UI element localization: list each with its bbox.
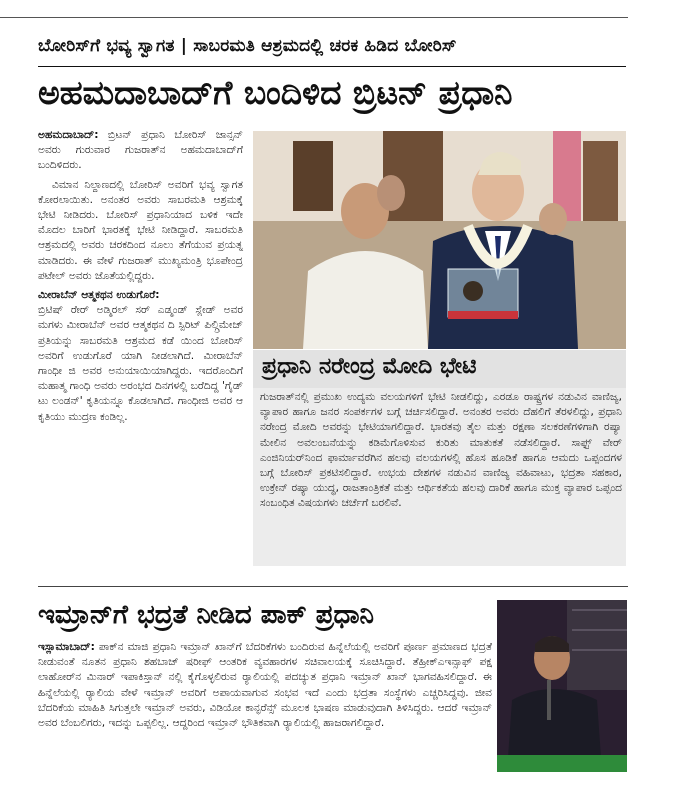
top-rule bbox=[0, 17, 628, 18]
story-divider bbox=[38, 586, 628, 587]
story1-para3: ಬ್ರಿಟಿಷ್ ರೇರ್ ಅಡ್ಮಿರಲ್ ಸರ್ ಎಡ್ಮಂಡ್ ಸ್ಲೇಡ್ ಅವರ ಮಗಳು ಮೀರಾಬೆನ್ ಅವರ ಆತ್ಮಕಥನ ದಿ ಸ್ಪಿರಿಟ್ ಪಿಲ್ಗ್ರಿಮೇಜ್ ಪ್ರತಿಯನ್ನು ಸಾಬರಮತಿ ಆಶ್ರಮದ ಕಡೆ ಯಿಂದ ಬೋರಿಸ್ ಅವರಿಗೆ ಉಡುಗೊರೆ ಯಾಗಿ ನೀಡಲಾಗಿದೆ. ಮೀರಾಬೆನ್ ಗಾಂಧೀ ಜಿ ಅವರ ಅನುಯಾಯಿಯಾಗಿದ್ದರು. ಇದರೊಂದಿಗೆ ಮಹಾತ್ಮ ಗಾಂಧಿ ಅವರು ಅರಂಭದ ದಿನಗಳಲ್ಲಿ ಬರೆದಿದ್ದ 'ಗೈಡ್ ಟು ಲಂಡನ್' ಕೃತಿಯನ್ನೂ ಕೊಡಲಾಗಿದೆ. ಗಾಂಧೀಜಿ ಅವರ ಆ ಕೃತಿಯು ಮುದ್ರಣ ಕಂಡಿಲ್ಲ. bbox=[38, 304, 243, 423]
story1-headline: ಅಹಮದಾಬಾದ್‌ಗೆ ಬಂದಿಳಿದ ಬ್ರಿಟನ್ ಪ್ರಧಾನಿ bbox=[38, 73, 513, 112]
boris-photo bbox=[253, 131, 626, 349]
kicker-rule bbox=[38, 66, 626, 67]
story1-para2: ವಿಮಾನ ನಿಲ್ದಾಣದಲ್ಲಿ ಬೋರಿಸ್ ಅವರಿಗೆ ಭವ್ಯ ಸ್ವಾಗತ ಕೋರಲಾಯಿತು. ಅನಂತರ ಅವರು ಸಾಬರಮತಿ ಆಶ್ರಮಕ್ಕೆ ಭೇಟಿ ನೀಡಿದರು. ಬೋರಿಸ್ ಪ್ರಧಾನಿಯಾದ ಬಳಿಕ ಇದೇ ಮೊದಲ ಬಾರಿಗೆ ಭಾರತಕ್ಕೆ ಭೇಟಿ ನೀಡಿದ್ದಾರೆ. ಸಾಬರಮತಿ ಆಶ್ರಮದಲ್ಲಿ ಅವರು ಚರಕದಿಂದ ನೂಲು ತೆಗೆಯುವ ಪ್ರಯತ್ನ ಮಾಡಿದರು. ಈ ವೇಳೆ ಗುಜರಾತ್ ಮುಖ್ಯಮಂತ್ರಿ ಭೂಪೇಂದ್ರ ಪಟೇಲ್ ಅವರು ಜೊತೆಯಲ್ಲಿದ್ದರು. bbox=[38, 178, 243, 282]
story1-minihead: ಮೀರಾಬೆನ್ ಆತ್ಮಕಥನ ಉಡುಗೊರೆ: bbox=[38, 289, 160, 302]
story2-body: ಪಾಕ್‌ನ ಮಾಜಿ ಪ್ರಧಾನಿ ಇಮ್ರಾನ್ ಖಾನ್‌ಗೆ ಬೆದರಿಕೆಗಳು ಬಂದಿರುವ ಹಿನ್ನೆಲೆಯಲ್ಲಿ ಅವರಿಗೆ ಪೂರ್ಣ ಪ್ರಮಾಣದ ಭದ್ರತೆ ನೀಡುವಂತೆ ನೂತನ ಪ್ರಧಾನಿ ಶಹಬಾಜ್ ಷರೀಫ್ ಆಂತರಿಕ ವ್ಯವಹಾರಗಳ ಸಚಿವಾಲಯಕ್ಕೆ ಸೂಚಿಸಿದ್ದಾರೆ. ತೆಹ್ರೀಕ್‌ಎ‌ಇನ್ಸಾಫ್ ಪಕ್ಷ ಲಾಹೋರ್‌ನ ಮಿನಾರ್ ಇ‌ಪಾಕಿಸ್ತಾನ್ ನಲ್ಲಿ ಕೈಗೊಳ್ಳಲಿರುವ ರ‍್ಯಾಲಿಯಲ್ಲಿ ಪದಚ್ಯುತ ಪ್ರಧಾನಿ ಇಮ್ರಾನ್ ಖಾನ್ ಭಾಗವಹಿಸಲಿದ್ದಾರೆ. ಈ ಹಿನ್ನೆಲೆಯಲ್ಲಿ ರ‍್ಯಾಲಿಯ ವೇಳೆ ಇಮ್ರಾನ್ ಅವರಿಗೆ ಅಪಾಯವಾಗುವ ಸಂಭವ ಇದೆ ಎಂದು ಭದ್ರತಾ ಸಂಸ್ಥೆಗಳು ಎಚ್ಚರಿಸಿದ್ದವು. ಜೀವ ಬೆದರಿಕೆಯ ಮಾಹಿತಿ ಸಿಗುತ್ತಲೇ ಇಮ್ರಾನ್ ಅವರು, ವಿಡಿಯೋ ಕಾನ್ಫರೆನ್ಸ್ ಮೂಲಕ ಭಾಷಣ ಮಾಡುವುದಾಗಿ ತಿಳಿಸಿದ್ದರು. ಆದರೆ ಇಮ್ರಾನ್ ಅವರ ಬೆಂಬಲಿಗರು, ಇದನ್ನು ಒಪ್ಪಲಿಲ್ಲ. ಆದ್ದರಿಂದ ಇಮ್ರಾನ್ ಭೌತಿಕವಾಗಿ ರ‍್ಯಾಲಿಯಲ್ಲಿ ಹಾಜರಾಗಲಿದ್ದಾರೆ. bbox=[38, 641, 493, 730]
imran-photo bbox=[497, 600, 627, 772]
story1-dateline: ಅಹಮದಾಬಾದ್: bbox=[38, 129, 99, 141]
story2-column bbox=[38, 640, 492, 731]
story2-headline: ಇಮ್ರಾನ್‌ಗೆ ಭದ್ರತೆ ನೀಡಿದ ಪಾಕ್ ಪ್ರಧಾನಿ bbox=[38, 600, 374, 630]
story1-para1: ಬ್ರಿಟನ್ ಪ್ರಧಾನಿ ಬೋರಿಸ್ ಜಾನ್ಸನ್ ಅವರು ಗುರುವಾರ ಗುಜರಾತ್‌ನ ಅಹಮದಾಬಾದ್‌ಗೆ ಬಂದಿಳಿದರು. bbox=[38, 129, 243, 172]
boris-photo-illustration bbox=[253, 131, 626, 349]
story2-dateline: ಇಸ್ಲಾಮಾಬಾದ್: bbox=[38, 641, 95, 653]
modi-subhead: ಪ್ರಧಾನಿ ನರೇಂದ್ರ ಮೋದಿ ಭೇಟಿ bbox=[262, 354, 477, 379]
modi-subhead-body: ಗುಜರಾತ್‌ನಲ್ಲಿ ಪ್ರಮುಖ ಉದ್ಯಮ ವಲಯಗಳಿಗೆ ಭೇಟಿ ನೀಡಲಿದ್ದು, ಎರಡೂ ರಾಷ್ಟ್ರಗಳ ನಡುವಿನ ವಾಣಿಜ್ಯ, ವ್ಯಾಪಾರ ಹಾಗೂ ಜನರ ಸಂಪರ್ಕಗಳ ಬಗ್ಗೆ ಚರ್ಚಿಸಲಿದ್ದಾರೆ. ಅನಂತರ ಅವರು ದೆಹಲಿಗೆ ತೆರಳಲಿದ್ದು, ಪ್ರಧಾನಿ ನರೇಂದ್ರ ಮೋದಿ ಅವರನ್ನು ಭೇಟಿಯಾಗಲಿದ್ದಾರೆ. ಭಾರತವು ತೈಲ ಮತ್ತು ರಕ್ಷಣಾ ಸಲಕರಣೆಗಳಿಗಾಗಿ ರಷ್ಯಾ ಮೇಲಿನ ಅವಲಂಬನೆಯನ್ನು ಕಡಿಮೆಗೊಳಿಸುವ ಕುರಿತು ಮಾತುಕತೆ ನಡೆಸಲಿದ್ದಾರೆ. ಸಾಫ್ಟ್ ವೇರ್ ಎಂಜಿನಿಯರ್‌ನಿಂದ ಫಾರ್ಮಾವರೆಗಿನ ಹಲವು ವಲಯಗಳಲ್ಲಿ ಹೊಸ ಹೂಡಿಕೆ ಹಾಗೂ ಆಮದು ಒಪ್ಪಂದಗಳ ಬಗ್ಗೆ ಬೋರಿಸ್ ಪ್ರಕಟಿಸಲಿದ್ದಾರೆ. ಉಭಯ ದೇಶಗಳ ನಡುವಿನ ವಾಣಿಜ್ಯ ವಹಿವಾಟು, ಭದ್ರತಾ ಸಹಕಾರ, ಉಕ್ರೇನ್ ರಷ್ಯಾ ಯುದ್ಧ, ರಾಜತಾಂತ್ರಿಕತೆ ಮತ್ತು ಆರ್ಥಿಕತೆಯ ಹಲವು ದಾರಿಕೆ ಹಾಗೂ ಮುಕ್ತ ವ್ಯಾಪಾರ ಒಪ್ಪಂದ ಸಂಬಂಧಿತ ವಿಷಯಗಳು ಚರ್ಚೆಗೆ ಬರಲಿವೆ. bbox=[260, 391, 622, 510]
story1-kicker: ಬೋರಿಸ್‌ಗೆ ಭವ್ಯ ಸ್ವಾಗತ | ಸಾಬರಮತಿ ಆಶ್ರಮದಲ್ಲಿ ಚರಕ ಹಿಡಿದ ಬೋರಿಸ್ bbox=[38, 36, 457, 56]
imran-photo-illustration bbox=[497, 600, 627, 772]
story1-column bbox=[38, 128, 243, 425]
